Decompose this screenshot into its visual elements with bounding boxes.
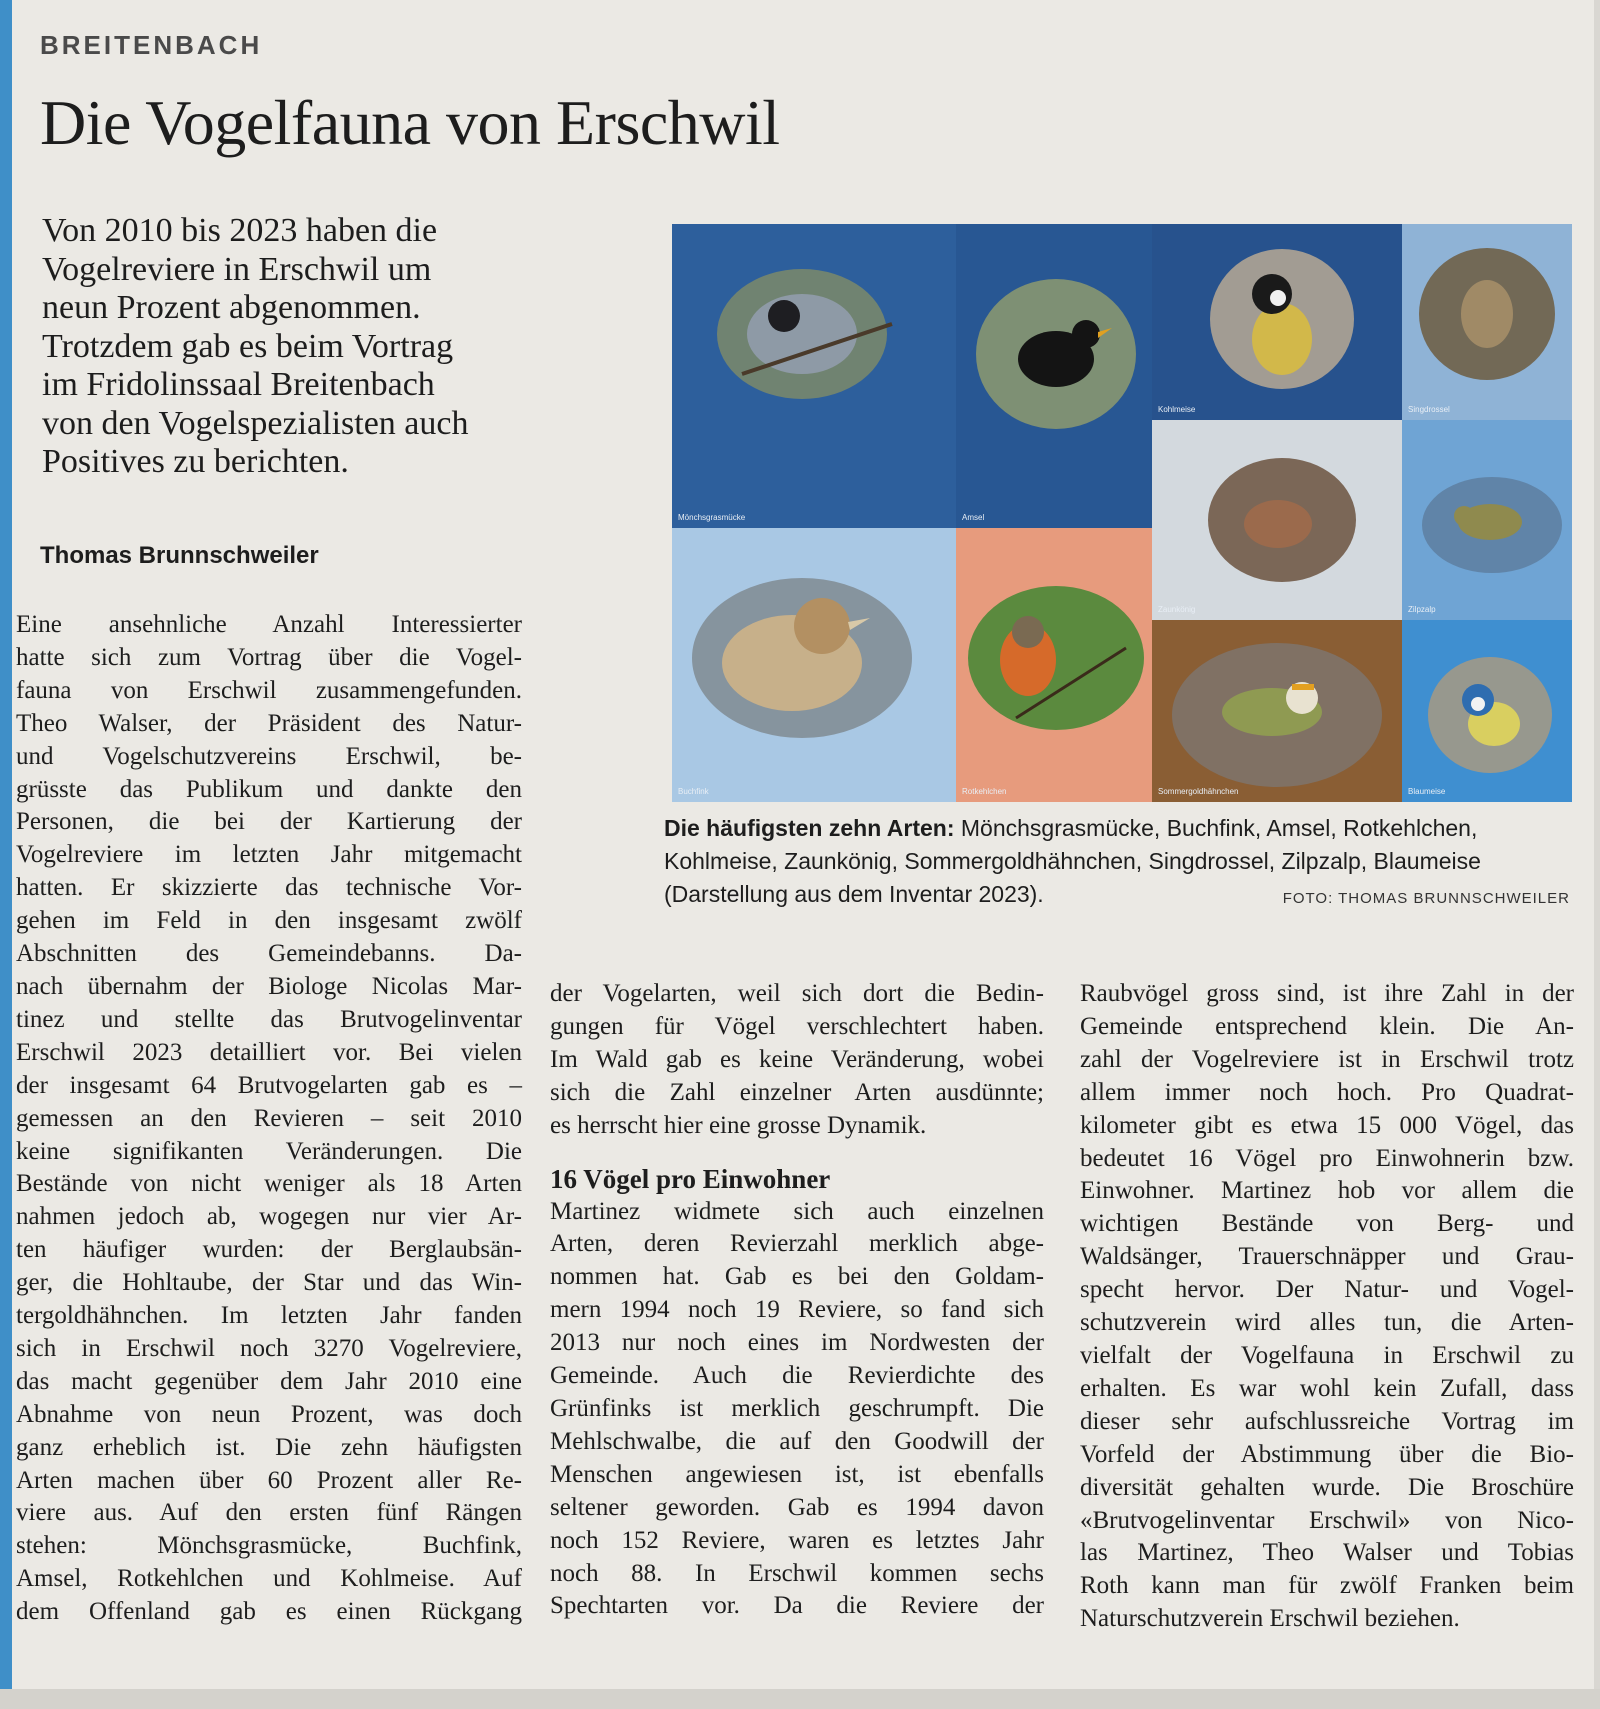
body-line: Arten, deren Revierzahl merklich abge-	[550, 1230, 1044, 1258]
body-line: Einwohner. Martinez hob vor allem die	[1080, 1177, 1574, 1205]
photo-tile-blaumeise	[1402, 620, 1572, 802]
bird-image-icon	[956, 528, 1152, 802]
page-edge-right	[1594, 0, 1600, 1709]
page-edge-left	[0, 0, 12, 1709]
tile-label: Zilpzalp	[1408, 605, 1436, 614]
article-headline: Die Vogelfauna von Erschwil	[40, 87, 780, 158]
bird-image-icon	[1152, 224, 1402, 420]
body-line: Gemeinde entsprechend klein. Die An-	[1080, 1012, 1574, 1040]
bird-image-icon	[956, 224, 1152, 528]
body-line: noch 88. In Erschwil kommen sechs	[550, 1559, 1044, 1587]
tile-label: Zaunkönig	[1158, 605, 1196, 614]
body-line: tergoldhähnchen. Im letzten Jahr fanden	[16, 1302, 522, 1330]
body-line: diversität gehalten wurde. Die Broschüre	[1080, 1473, 1574, 1501]
tile-label: Mönchsgrasmücke	[678, 513, 746, 522]
bird-image-icon	[1402, 620, 1572, 802]
body-line: ten häufiger wurden: der Berglaubsän-	[16, 1236, 522, 1264]
body-line: Gemeinde. Auch die Revierdichte des	[550, 1362, 1044, 1390]
photo-tile-zilpzalp	[1402, 420, 1572, 620]
tile-label: Rotkehlchen	[962, 787, 1007, 796]
body-line: schutzverein wird alles tun, die Arten-	[1080, 1309, 1574, 1337]
body-line: Bestände von nicht weniger als 18 Arten	[16, 1170, 522, 1198]
body-line: Theo Walser, der Präsident des Natur-	[16, 709, 522, 737]
photo-tile-zaunkoenig	[1152, 420, 1402, 620]
body-line: Naturschutzverein Erschwil beziehen.	[1080, 1605, 1460, 1633]
body-line: nommen hat. Gab es bei den Goldam-	[550, 1263, 1044, 1291]
body-column-1	[16, 609, 522, 1629]
tile-label: Amsel	[962, 513, 985, 522]
bird-image-icon	[672, 224, 956, 528]
caption-text: Mönchsgrasmücke, Buchfink, Amsel, Rotkehlchen,	[960, 815, 1478, 841]
body-line: ger, die Hohltaube, der Star und das Win-	[16, 1269, 522, 1297]
caption-line-2: Kohlmeise, Zaunkönig, Sommergoldhähnchen, Singdrossel, Zilpzalp, Blaumeise	[664, 848, 1481, 874]
body-line: Erschwil 2023 detailliert vor. Bei vielen	[16, 1038, 522, 1066]
bird-image-icon	[1402, 224, 1572, 420]
body-line: Spechtarten vor. Da die Reviere der	[550, 1592, 1044, 1620]
body-line: tinez und stellte das Brutvogelinventar	[16, 1005, 522, 1033]
body-column-3	[1080, 978, 1574, 1636]
body-line: zahl der Vogelreviere ist in Erschwil trotz	[1080, 1045, 1574, 1073]
photo-tile-rotkehlchen	[956, 528, 1152, 802]
body-line: Grünfinks ist merklich geschrumpft. Die	[550, 1394, 1044, 1422]
body-line: Arten machen über 60 Prozent aller Re-	[16, 1466, 522, 1494]
lead-line: neun Prozent abgenommen.	[42, 289, 421, 326]
body-line: dieser sehr aufschlussreiche Vortrag im	[1080, 1407, 1574, 1435]
body-line: 2013 nur noch eines im Nordwesten der	[550, 1329, 1044, 1357]
tile-label: Singdrossel	[1408, 405, 1450, 414]
body-column-2	[550, 978, 1044, 1623]
body-line: es herrscht hier eine grosse Dynamik.	[550, 1111, 927, 1139]
body-line: nahmen jedoch ab, wogegen nur vier Ar-	[16, 1203, 522, 1231]
lead-line: Vogelreviere in Erschwil um	[42, 250, 432, 288]
body-line: nach übernahm der Biologe Nicolas Mar-	[16, 972, 522, 1000]
body-line: gungen für Vögel verschlechtert haben.	[550, 1012, 1044, 1040]
body-line: sich die Zahl einzelner Arten ausdünnte;	[550, 1078, 1044, 1106]
body-line: und Vogelschutzvereins Erschwil, be-	[16, 742, 522, 770]
caption-lead: Die häufigsten zehn Arten:	[664, 815, 955, 841]
body-line: der Vogelarten, weil sich dort die Bedin-	[550, 980, 1044, 1007]
body-line: keine signifikanten Veränderungen. Die	[16, 1137, 522, 1165]
bird-image-icon	[1152, 620, 1402, 802]
body-line: gemessen an den Revieren – seit 2010	[16, 1104, 522, 1132]
body-line: Abschnitten des Gemeindebanns. Da-	[16, 940, 522, 968]
body-line: Raubvögel gross sind, ist ihre Zahl in der	[1080, 980, 1574, 1007]
article-author: Thomas Brunnschweiler	[40, 542, 319, 569]
article-lead	[42, 212, 642, 482]
section-kicker: BREITENBACH	[40, 30, 263, 60]
lead-line: Positives zu berichten.	[42, 443, 349, 480]
body-line: stehen: Mönchsgrasmücke, Buchfink,	[16, 1532, 522, 1560]
photo-tile-kohlmeise	[1152, 224, 1402, 420]
body-line: Amsel, Rotkehlchen und Kohlmeise. Auf	[16, 1565, 522, 1593]
body-line: Vorfeld der Abstimmung über die Bio-	[1080, 1440, 1574, 1468]
lead-line: Von 2010 bis 2023 haben die	[42, 212, 438, 249]
page-edge-bottom	[0, 1689, 1600, 1709]
caption-line-3: (Darstellung aus dem Inventar 2023).	[664, 881, 1044, 907]
lead-line: im Fridolinssaal Breitenbach	[42, 366, 435, 403]
body-line: fauna von Erschwil zusammengefunden.	[16, 676, 522, 704]
body-line: das macht gegenüber dem Jahr 2010 eine	[16, 1367, 522, 1395]
bird-collage-photo	[672, 224, 1572, 802]
body-line: sich in Erschwil noch 3270 Vogelreviere,	[16, 1334, 522, 1362]
caption-line-1	[664, 812, 1574, 845]
body-line: seltener geworden. Gab es 1994 davon	[550, 1493, 1044, 1521]
photo-tile-sommergoldhaehnchen	[1152, 620, 1402, 802]
body-line: Personen, die bei der Kartierung der	[16, 808, 522, 836]
body-line: «Brutvogelinventar Erschwil» von Nico-	[1080, 1506, 1574, 1534]
body-line: kilometer gibt es etwa 15 000 Vögel, das	[1080, 1111, 1574, 1139]
bird-image-icon	[1152, 420, 1402, 620]
photo-credit: FOTO: THOMAS BRUNNSCHWEILER	[1282, 890, 1570, 907]
body-line: specht hervor. Der Natur- und Vogel-	[1080, 1276, 1574, 1304]
body-line: vielfalt der Vogelfauna in Erschwil zu	[1080, 1341, 1574, 1369]
lead-line: Trotzdem gab es beim Vortrag	[42, 327, 454, 365]
body-line: hatte sich zum Vortrag über die Vogel-	[16, 643, 522, 671]
tile-label: Kohlmeise	[1158, 405, 1196, 414]
body-line: mern 1994 noch 19 Reviere, so fand sich	[550, 1296, 1044, 1324]
bird-image-icon	[1402, 420, 1572, 620]
body-line: noch 152 Reviere, waren es letztes Jahr	[550, 1526, 1044, 1554]
body-line: der insgesamt 64 Brutvogelarten gab es –	[16, 1071, 522, 1099]
body-line: Martinez widmete sich auch einzelnen	[550, 1197, 1044, 1225]
body-line: erhalten. Es war wohl kein Zufall, dass	[1080, 1374, 1574, 1402]
bird-image-icon	[672, 528, 956, 802]
body-line: hatten. Er skizzierte das technische Vor-	[16, 874, 522, 902]
tile-label: Sommergoldhähnchen	[1158, 787, 1239, 796]
body-line: Vogelreviere im letzten Jahr mitgemacht	[16, 841, 522, 869]
body-line: grüsste das Publikum und dankte den	[16, 775, 522, 803]
photo-tile-moenchsgrasmuecke	[672, 224, 956, 528]
body-line: Abnahme von neun Prozent, was doch	[16, 1400, 522, 1428]
body-line: viere aus. Auf den ersten fünf Rängen	[16, 1499, 522, 1527]
body-line: dem Offenland gab es einen Rückgang	[16, 1598, 522, 1626]
body-line: gehen im Feld in den insgesamt zwölf	[16, 907, 522, 935]
body-line: Mehlschwalbe, die auf den Goodwill der	[550, 1427, 1044, 1455]
body-line: las Martinez, Theo Walser und Tobias	[1080, 1539, 1574, 1567]
tile-label: Blaumeise	[1408, 787, 1446, 796]
lead-line: von den Vogelspezialisten auch	[42, 404, 469, 442]
section-subhead: 16 Vögel pro Einwohner	[550, 1163, 831, 1194]
body-line: Eine ansehnliche Anzahl Interessierter	[16, 611, 522, 638]
body-line: wichtigen Bestände von Berg- und	[1080, 1210, 1574, 1238]
body-line: Roth kann man für zwölf Franken beim	[1080, 1572, 1574, 1600]
tile-label: Buchfink	[678, 787, 709, 796]
photo-tile-buchfink	[672, 528, 956, 802]
body-line: Waldsänger, Trauerschnäpper und Grau-	[1080, 1243, 1574, 1271]
photo-tile-singdrossel	[1402, 224, 1572, 420]
body-line: allem immer noch hoch. Pro Quadrat-	[1080, 1078, 1574, 1106]
photo-tile-amsel	[956, 224, 1152, 528]
body-line: ganz erheblich ist. Die zehn häufigsten	[16, 1433, 522, 1461]
body-line: bedeutet 16 Vögel pro Einwohnerin bzw.	[1080, 1144, 1574, 1172]
body-line: Menschen angewiesen ist, ist ebenfalls	[550, 1460, 1044, 1488]
body-line: Im Wald gab es keine Veränderung, wobei	[550, 1045, 1044, 1073]
